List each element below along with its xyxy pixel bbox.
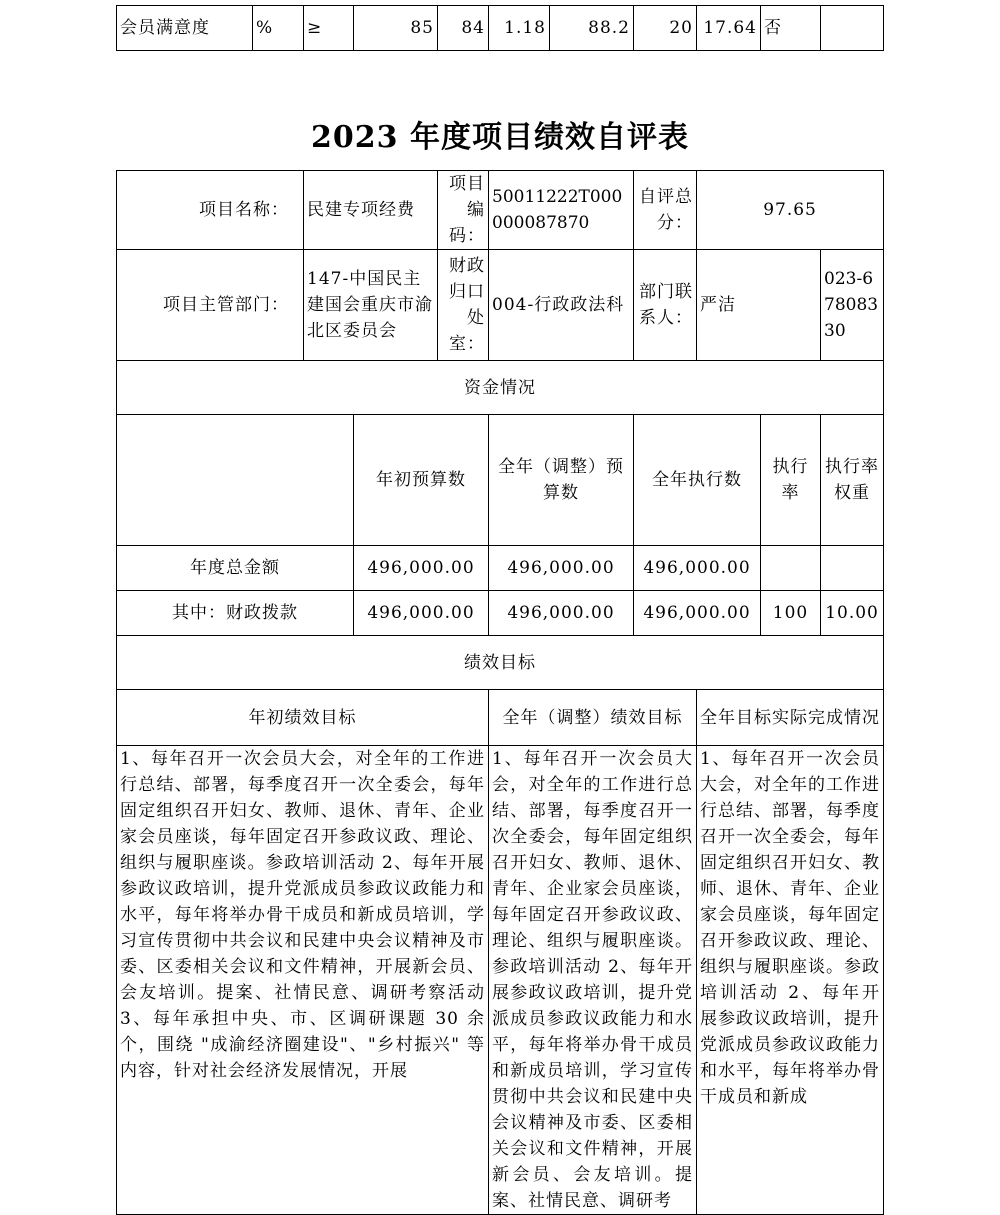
indicator-unit: %: [253, 6, 304, 51]
indicator-value-1: 84: [438, 6, 489, 51]
project-code-label: 项目编码：: [438, 171, 489, 250]
goals-header-row: [117, 690, 884, 746]
finance-label: 财政归口处室：: [438, 250, 489, 361]
indicator-weight: 20: [634, 6, 697, 51]
funds-header-executed: 全年执行数: [634, 415, 761, 546]
project-name-value: 民建专项经费: [304, 171, 438, 250]
goals-actual-text: 1、每年召开一次会员大会，对全年的工作进行总结、部署，每季度召开一次全委会，每年固定组织召开妇女、教师、退休、青年、企业家会员座谈，每年固定召开参政议政、理论、组织与履职座谈。参政培训活动 2、每年开展参政议政培训，提升党派成员参政议政能力和水平，每年将举办骨干成员和新成: [697, 746, 884, 1215]
phone-cell: [821, 250, 884, 361]
indicator-row: [117, 6, 884, 51]
funds-row-fiscal: [117, 591, 884, 636]
funds-header-row: [117, 415, 884, 546]
funds-row-label: 年度总金额: [117, 546, 354, 591]
funds-adjusted: 496,000.00: [489, 591, 634, 636]
funds-row-label: 其中：财政拨款: [117, 591, 354, 636]
department-row: [117, 250, 884, 361]
funds-weight: [821, 546, 884, 591]
funds-header-adjusted: 全年（调整）预算数: [489, 415, 634, 546]
funds-header-weight: 执行率权重: [821, 415, 884, 546]
goals-header-initial: 年初绩效目标: [117, 690, 489, 746]
funds-rate: [761, 546, 821, 591]
finance-value: 004-行政政法科: [489, 250, 634, 361]
funds-weight: 10.00: [821, 591, 884, 636]
evaluation-table: [116, 170, 884, 1215]
funds-initial: 496,000.00: [354, 546, 489, 591]
funds-row-total: [117, 546, 884, 591]
indicator-note: [821, 6, 884, 51]
goals-header-adjusted: 全年（调整）绩效目标: [489, 690, 697, 746]
indicator-value-2: 1.18: [489, 6, 550, 51]
indicator-operator: ≥: [304, 6, 354, 51]
page-title: 2023 年度项目绩效自评表: [311, 120, 689, 155]
goals-section-title: 绩效目标: [117, 636, 884, 690]
contact-value: 严洁: [697, 250, 821, 361]
score-value: 97.65: [697, 171, 884, 250]
goals-content-row: [117, 746, 884, 1215]
score-label: 自评总分：: [634, 171, 697, 250]
indicator-target: 85: [354, 6, 438, 51]
previous-indicator-table: [116, 5, 884, 51]
dept-value: 147-中国民主建国会重庆市渝北区委员会: [304, 250, 438, 361]
goals-header-actual: 全年目标实际完成情况: [697, 690, 884, 746]
contact-label: 部门联系人：: [634, 250, 697, 361]
funds-executed: 496,000.00: [634, 591, 761, 636]
indicator-flag: 否: [761, 6, 821, 51]
indicator-score: 17.64: [697, 6, 761, 51]
funds-header-initial: 年初预算数: [354, 415, 489, 546]
funds-section-row: [117, 361, 884, 415]
funds-header-blank: [117, 415, 354, 546]
funds-adjusted: 496,000.00: [489, 546, 634, 591]
goals-adjusted-text: 1、每年召开一次会员大会，对全年的工作进行总结、部署，每季度召开一次全委会，每年固定组织召开妇女、教师、退休、青年、企业家会员座谈，每年固定召开参政议政、理论、组织与履职座谈。参政培训活动 2、每年开展参政议政培训，提升党派成员参政议政能力和水平，每年将举办骨干成员和新成员培训，学习宣传贯彻中共会议和民建中央会议精神及市委、区委相关会议和文件精神，开展新会员、会友培训。提案、社情民意、调研考: [489, 746, 697, 1215]
project-name-row: [117, 171, 884, 250]
funds-rate: 100: [761, 591, 821, 636]
dept-label: 项目主管部门：: [117, 250, 304, 361]
indicator-name: 会员满意度: [117, 6, 253, 51]
project-name-label: 项目名称：: [117, 171, 304, 250]
funds-initial: 496,000.00: [354, 591, 489, 636]
phone-value: 023-67808330: [824, 269, 879, 341]
funds-section-title: 资金情况: [117, 361, 884, 415]
project-code-value: 50011222T000000087870: [489, 171, 634, 250]
funds-header-rate: 执行率: [761, 415, 821, 546]
goals-initial-text: 1、每年召开一次会员大会，对全年的工作进行总结、部署，每季度召开一次全委会，每年固定组织召开妇女、教师、退休、青年、企业家会员座谈，每年固定召开参政议政、理论、组织与履职座谈。参政培训活动 2、每年开展参政议政培训，提升党派成员参政议政能力和水平，每年将举办骨干成员和新成员培训，学习宣传贯彻中共会议和民建中央会议精神及市委、区委相关会议和文件精神，开展新会员、会友培训。提案、社情民意、调研考察活动 3、每年承担中央、市、区调研课题 30 余个，围绕 "成渝经济圈建设"、"乡村振兴" 等内容，针对社会经济发展情况，开展: [117, 746, 489, 1215]
goals-section-row: [117, 636, 884, 690]
indicator-value-3: 88.2: [550, 6, 634, 51]
funds-executed: 496,000.00: [634, 546, 761, 591]
